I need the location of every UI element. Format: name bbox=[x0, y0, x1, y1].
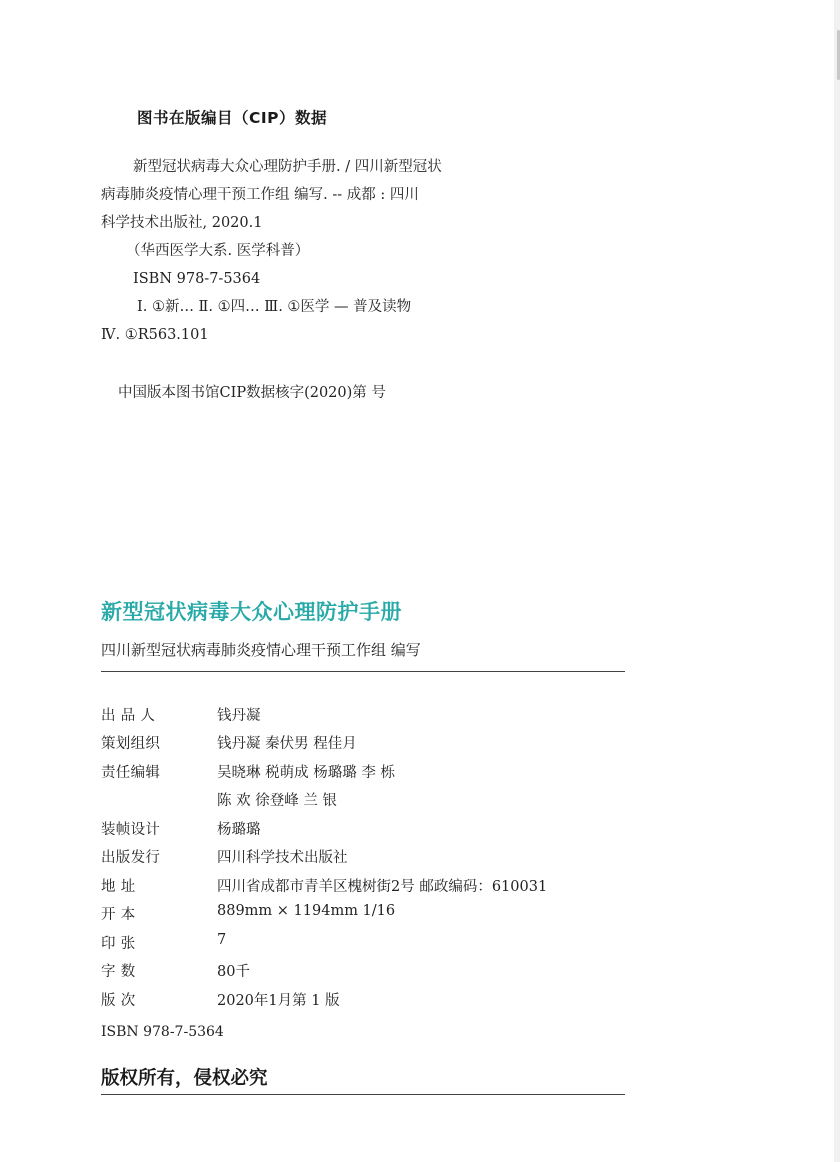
book-title: 新型冠状病毒大众心理防护手册 bbox=[101, 600, 402, 624]
cip-line-clc: Ⅳ. ①R563.101 bbox=[101, 327, 209, 343]
scrollbar[interactable] bbox=[834, 0, 840, 1162]
cip-line-author: 病毒肺炎疫情心理干预工作组 编写. -- 成都 : 四川 bbox=[101, 187, 419, 203]
info-label: 策划组织 bbox=[101, 736, 161, 752]
info-value: 2020年1月第 1 版 bbox=[217, 993, 340, 1009]
info-label: 开 本 bbox=[101, 907, 136, 923]
info-value: 四川省成都市青羊区槐树街2号 邮政编码：610031 bbox=[217, 879, 548, 895]
cip-line-title: 新型冠状病毒大众心理防护手册. / 四川新型冠状 bbox=[133, 159, 442, 175]
info-value: 杨璐璐 bbox=[217, 822, 261, 838]
cip-line-series: （华西医学大系. 医学科普） bbox=[126, 243, 310, 259]
info-value: 四川科学技术出版社 bbox=[217, 850, 348, 866]
cip-line-isbn: ISBN 978-7-5364 bbox=[133, 271, 261, 287]
info-label: 责任编辑 bbox=[101, 765, 161, 781]
cip-heading: 图书在版编目（CIP）数据 bbox=[137, 109, 328, 127]
info-value: 80千 bbox=[217, 964, 250, 980]
info-value: 钱丹凝 秦伏男 程佳月 bbox=[217, 736, 357, 752]
info-label: 出 品 人 bbox=[101, 708, 156, 724]
info-label: 印 张 bbox=[101, 936, 136, 952]
bottom-divider bbox=[101, 1094, 625, 1095]
info-label: 字 数 bbox=[101, 964, 136, 980]
cip-line-classification: Ⅰ. ①新… Ⅱ. ①四… Ⅲ. ①医学 — 普及读物 bbox=[137, 299, 412, 315]
isbn-number: ISBN 978-7-5364 bbox=[101, 1024, 224, 1040]
info-label: 装帧设计 bbox=[101, 822, 161, 838]
cip-line-publisher: 科学技术出版社, 2020.1 bbox=[101, 215, 263, 231]
title-divider bbox=[101, 671, 625, 672]
info-label: 地 址 bbox=[101, 879, 136, 895]
info-value: 7 bbox=[217, 932, 227, 948]
book-author: 四川新型冠状病毒肺炎疫情心理干预工作组 编写 bbox=[101, 641, 421, 659]
info-value: 吴晓琳 税萌成 杨璐璐 李 栎 bbox=[217, 765, 395, 781]
info-label: 出版发行 bbox=[101, 850, 161, 866]
info-value: 889mm × 1194mm 1/16 bbox=[217, 903, 396, 919]
info-value: 陈 欢 徐登峰 兰 银 bbox=[217, 793, 337, 809]
info-value: 钱丹凝 bbox=[217, 708, 261, 724]
cip-approval-number: 中国版本图书馆CIP数据核字(2020)第 号 bbox=[118, 385, 386, 401]
copyright-notice: 版权所有，侵权必究 bbox=[101, 1068, 268, 1089]
info-label: 版 次 bbox=[101, 993, 136, 1009]
